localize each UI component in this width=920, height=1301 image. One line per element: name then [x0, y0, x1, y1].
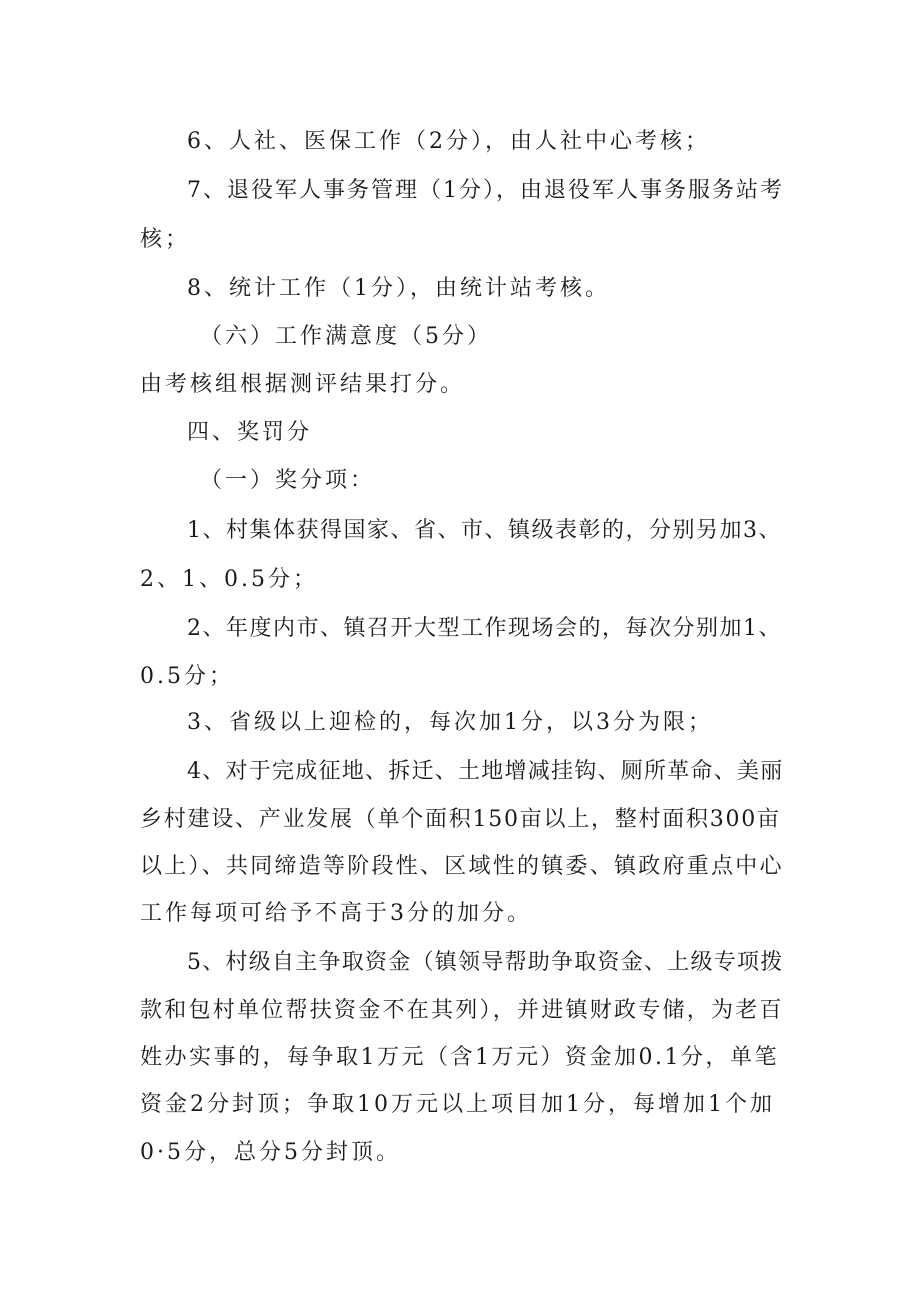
text-line: 6、人社、医保工作（2分），由人社中心考核； [187, 129, 710, 154]
text-line: 3、省级以上迎检的，每次加1分，以3分为限； [187, 710, 713, 735]
text-line: 2、1、0.5分； [140, 567, 318, 592]
text-line: 由考核组根据测评结果打分。 [140, 372, 466, 397]
section-heading: 四、奖罚分 [187, 420, 313, 445]
text-line: 乡村建设、产业发展（单个面积150亩以上，整村面积300亩 [140, 807, 781, 832]
text-line: 核； [140, 227, 191, 252]
text-line: 4、对于完成征地、拆迁、土地增减挂钩、厕所革命、美丽 [187, 759, 784, 784]
section-heading: （一）奖分项： [200, 468, 376, 493]
section-heading: （六）工作满意度（5分） [200, 324, 492, 349]
text-line: 工作每项可给予不高于3分的加分。 [140, 901, 532, 926]
text-line: 0·5分，总分5分封顶。 [140, 1140, 401, 1165]
text-line: 资金2分封顶；争取10万元以上项目加1分，每增加1个加 [140, 1092, 775, 1117]
text-line: 姓办实事的，每争取1万元（含1万元）资金加0.1分，单笔 [140, 1045, 779, 1070]
text-line: 2、年度内市、镇召开大型工作现场会的，每次分别加1、 [187, 616, 782, 641]
text-line: 8、统计工作（1分），由统计站考核。 [187, 276, 610, 301]
text-line: 7、退役军人事务管理（1分），由退役军人事务服务站考 [187, 178, 784, 203]
text-line: 5、村级自主争取资金（镇领导帮助争取资金、上级专项拨 [187, 950, 784, 975]
text-line: 1、村集体获得国家、省、市、镇级表彰的，分别另加3、 [187, 518, 782, 543]
text-line: 以上）、共同缔造等阶段性、区域性的镇委、镇政府重点中心 [140, 854, 784, 879]
text-line: 款和包村单位帮扶资金不在其列），并进镇财政专储，为老百 [140, 998, 784, 1023]
text-line: 0.5分； [140, 664, 234, 689]
